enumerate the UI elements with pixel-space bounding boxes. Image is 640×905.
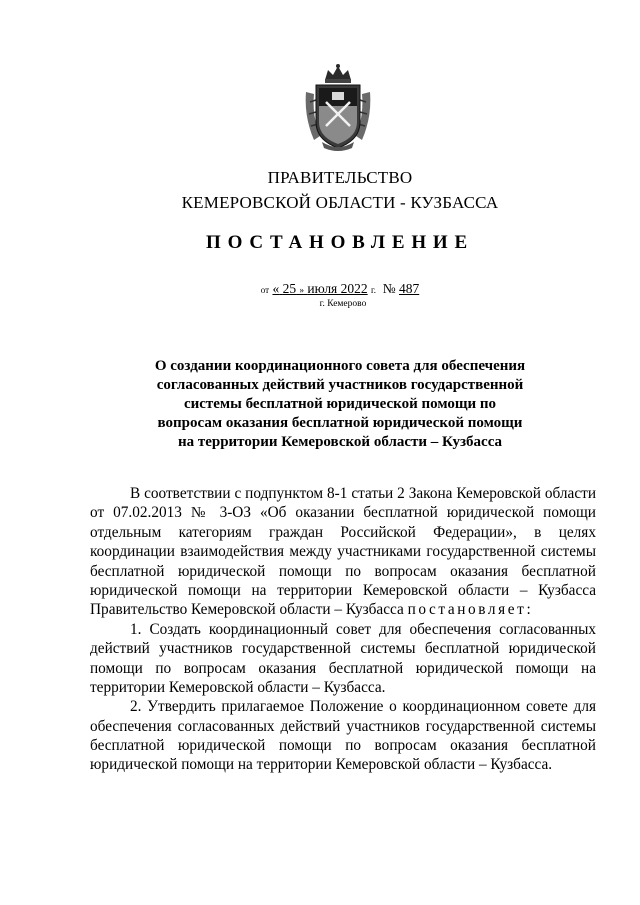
body-line-item1: 1. Создать координационный совет для обеспечения согласованных: [130, 620, 596, 638]
document-title: [110, 357, 570, 452]
body-line: юридической помощи на территории Кемеровской области – Кузбасса: [90, 581, 596, 599]
body-line: территории Кемеровской области – Кузбасса.: [90, 678, 386, 696]
date-number-line: [0, 281, 640, 297]
date-from-label: от: [260, 285, 270, 295]
title-line: на территории Кемеровской области – Кузбасса: [177, 434, 503, 450]
body-line: бесплатной юридической помощи по вопросам оказания бесплатной: [90, 562, 596, 580]
title-line: вопросам оказания бесплатной юридической помощи: [157, 415, 523, 431]
date-day: « 25 » июля 2022: [272, 281, 368, 296]
body-line: отдельным категориям граждан Российской Федерации», в целях: [90, 523, 596, 541]
body-line-resolves: Правительство Кемеровской области – Кузбасса постановляет:: [90, 601, 534, 619]
document-body: [90, 484, 596, 775]
body-line: от 07.02.2013 № 3-ОЗ «Об оказании бесплатной юридической помощи: [90, 504, 596, 522]
document-number: 487: [398, 281, 420, 296]
body-line-item2: 2. Утвердить прилагаемое Положение о координационном совете для: [130, 698, 596, 716]
coat-of-arms-emblem: [302, 62, 374, 152]
body-line: обеспечения согласованных действий участников государственной системы: [90, 717, 596, 735]
resolves-word: постановляет:: [407, 601, 534, 619]
title-line: системы бесплатной юридической помощи по: [183, 396, 497, 412]
government-name-line2: КЕМЕРОВСКОЙ ОБЛАСТИ - КУЗБАССА: [181, 193, 499, 212]
body-line: действий участников государственной системы бесплатной юридической: [90, 640, 596, 658]
number-sign: №: [382, 281, 396, 296]
city-label: г. Кемерово: [319, 299, 367, 309]
title-line: согласованных действий участников государственной: [156, 377, 524, 393]
government-name-line1: ПРАВИТЕЛЬСТВО: [267, 168, 413, 187]
document-type-heading: ПОСТАНОВЛЕНИЕ: [206, 232, 474, 253]
body-line: юридической помощи на территории Кемеровской области – Кузбасса.: [90, 756, 553, 774]
body-line: помощи по вопросам оказания бесплатной юридической помощи на: [90, 659, 596, 677]
body-line: бесплатной юридической помощи по вопросам оказания бесплатной: [90, 737, 596, 755]
body-line: В соответствии с подпунктом 8-1 статьи 2 Закона Кемеровской области: [130, 485, 596, 502]
title-line: О создании координационного совета для обеспечения: [154, 358, 526, 374]
body-line: координации взаимодействия между участниками государственной системы: [90, 543, 596, 561]
date-year-abbr: г.: [371, 285, 376, 295]
